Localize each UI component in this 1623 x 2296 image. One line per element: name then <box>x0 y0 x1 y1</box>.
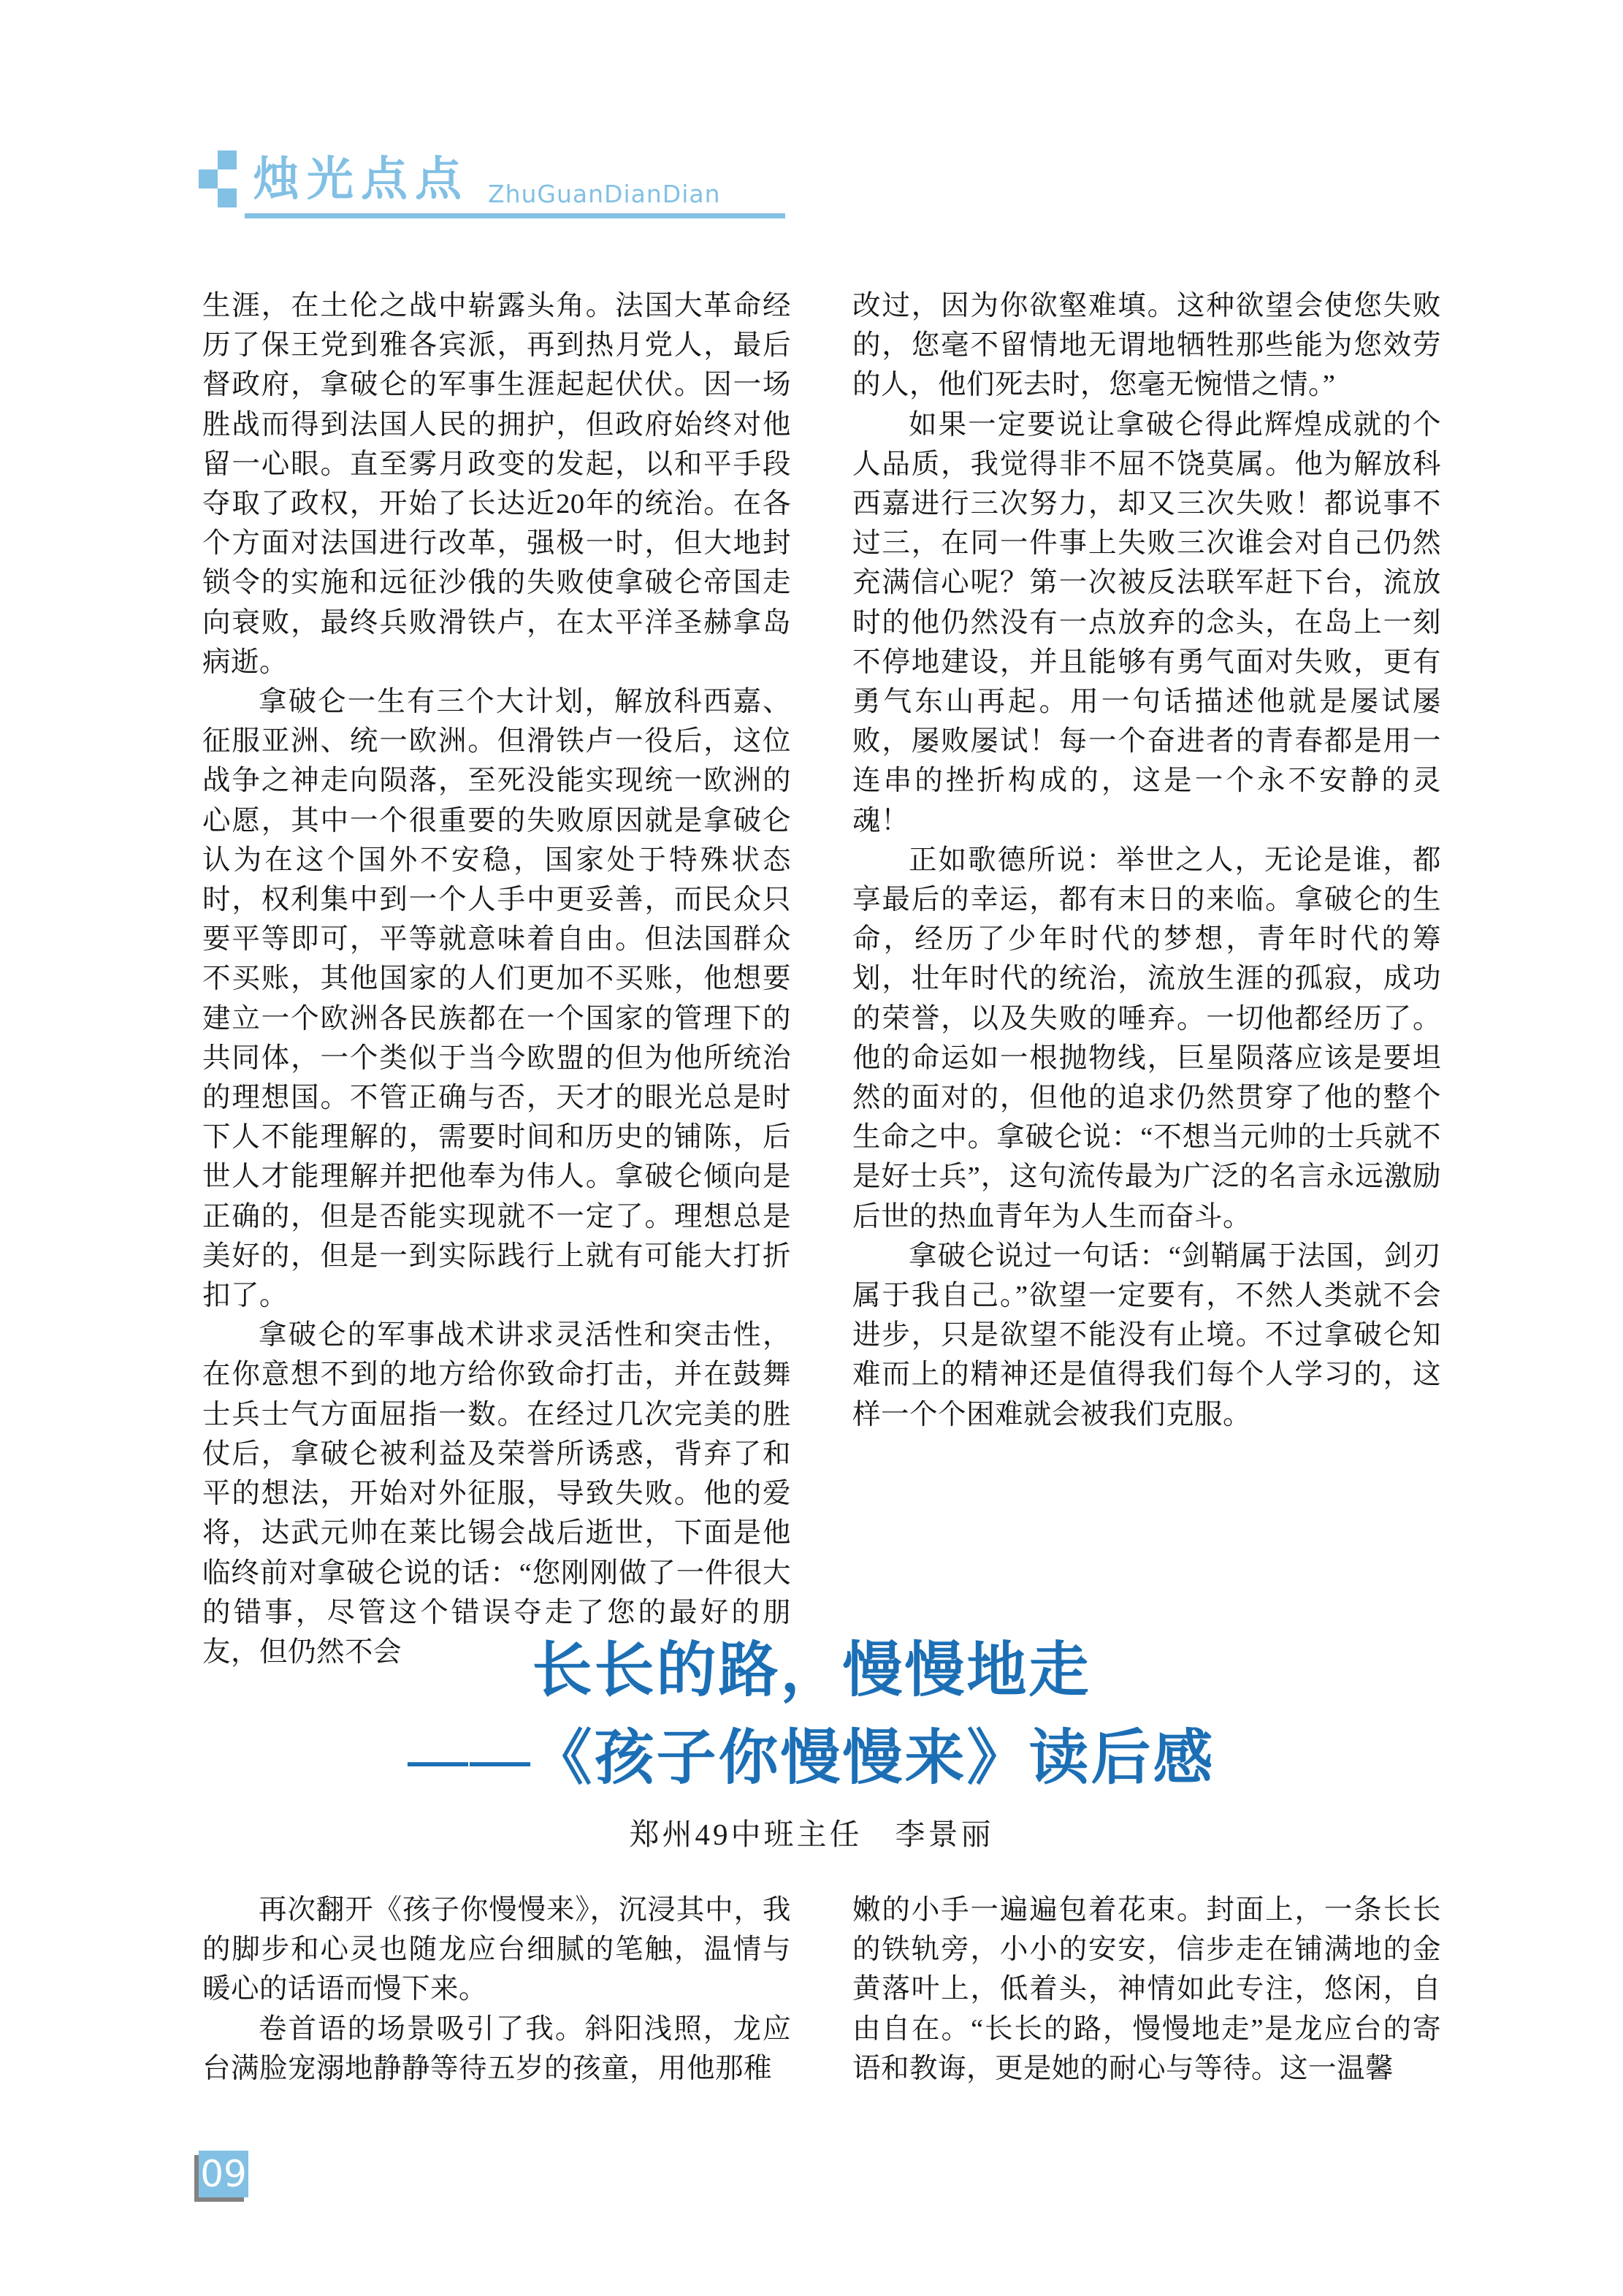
paragraph: 嫩的小手一遍遍包着花束。封面上，一条长长的铁轨旁，小小的安安，信步走在铺满地的金黄落叶上，低着头，神情如此专注，悠闲，自由自在。“长长的路，慢慢地走”是龙应台的寄语和教诲，更是她的耐心与等待。这一温馨 <box>852 1895 1441 2084</box>
paragraph: 卷首语的场景吸引了我。斜阳浅照，龙应台满脸宠溺地静静等待五岁的孩童，用他那稚 <box>202 2013 791 2084</box>
checker-square <box>199 169 218 188</box>
article-subtitle: ——《孩子你慢慢来》读后感 <box>408 1725 1215 1791</box>
napoleon-article-left-column <box>202 286 791 1672</box>
reading-article-right-column <box>852 1891 1441 2089</box>
header-underline <box>245 213 785 218</box>
paragraph: 再次翻开《孩子你慢慢来》，沉浸其中，我的脚步和心灵也随龙应台细腻的笔触，温情与暖心的话语而慢下来。 <box>202 1895 791 2005</box>
paragraph: 生涯，在土伦之战中崭露头角。法国大革命经历了保王党到雅各宾派，再到热月党人，最后督政府，拿破仑的军事生涯起起伏伏。因一场胜战而得到法国人民的拥护，但政府始终对他留一心眼。直至雾月政变的发起，以和平手段夺取了政权，开始了长达近20年的统治。在各个方面对法国进行改革，强极一时，但大地封锁令的实施和远征沙俄的失败使拿破仑帝国走向衰败，最终兵败滑铁卢，在太平洋圣赫拿岛病逝。 <box>202 291 791 678</box>
section-logo-title: 烛光点点 <box>253 153 469 207</box>
article-author: 郑州49中班主任 李景丽 <box>629 1818 994 1851</box>
paragraph: 拿破仑的军事战术讲求灵活性和突击性，在你意想不到的地方给你致命打击，并在鼓舞士兵士气方面屈指一数。在经过几次完美的胜仗后，拿破仑被利益及荣誉所诱惑，背弃了和平的想法，开始对外征服，导致失败。他的爱将，达武元帅在莱比锡会战后逝世，下面是他临终前对拿破仑说的话：“您刚刚做了一件很大的错事，尽管这个错误夺走了您的最好的朋友，但仍然不会 <box>202 1320 791 1668</box>
checker-square <box>218 150 237 169</box>
section-logo-subtitle: ZhuGuanDianDian <box>488 180 721 208</box>
paragraph: 拿破仑说过一句话：“剑鞘属于法国，剑刃属于我自己。”欲望一定要有，不然人类就不会进步，只是欲望不能没有止境。不过拿破仑知难而上的精神还是值得我们每个人学习的，这样一个个困难就会被我们克服。 <box>852 1240 1441 1430</box>
paragraph: 正如歌德所说：举世之人，无论是谁，都享最后的幸运，都有末日的来临。拿破仑的生命，经历了少年时代的梦想，青年时代的筹划，壮年时代的统治，流放生涯的孤寂，成功的荣誉，以及失败的唾弃。一切他都经历了。他的命运如一根抛物线，巨星陨落应该是要坦然的面对的，但他的追求仍然贯穿了他的整个生命之中。拿破仑说：“不想当元帅的士兵就不是好士兵”，这句流传最为广泛的名言永远激励后世的热血青年为人生而奋斗。 <box>852 844 1441 1232</box>
reading-article-left-column <box>202 1891 791 2089</box>
napoleon-article-right-column <box>852 286 1441 1435</box>
page-number-badge: 09 <box>199 2151 248 2197</box>
paragraph: 如果一定要说让拿破仑得此辉煌成就的个人品质，我觉得非不屈不饶莫属。他为解放科西嘉进行三次努力，却又三次失败！都说事不过三，在同一件事上失败三次谁会对自己仍然充满信心呢？第一次被反法联军赶下台，流放时的他仍然没有一点放弃的念头，在岛上一刻不停地建设，并且能够有勇气面对失败，更有勇气东山再起。用一句话描述他就是屡试屡败，屡败屡试！每一个奋进者的青春都是用一连串的挫折构成的，这是一个永不安静的灵魂！ <box>852 409 1441 836</box>
article-title-block <box>0 1628 1623 1856</box>
checker-square <box>218 188 237 207</box>
logo-checker-icon <box>199 150 237 207</box>
paragraph: 改过，因为你欲壑难填。这种欲望会使您失败的，您毫不留情地无谓地牺牲那些能为您效劳的人，他们死去时，您毫无惋惜之情。” <box>852 291 1441 401</box>
article-title: 长长的路，慢慢地走 <box>532 1637 1091 1704</box>
paragraph: 拿破仑一生有三个大计划，解放科西嘉、征服亚洲、统一欧洲。但滑铁卢一役后，这位战争之神走向陨落，至死没能实现统一欧洲的心愿，其中一个很重要的失败原因就是拿破仑认为在这个国外不安稳，国家处于特殊状态时，权利集中到一个人手中更妥善，而民众只要平等即可，平等就意味着自由。但法国群众不买账，其他国家的人们更加不买账，他想要建立一个欧洲各民族都在一个国家的管理下的共同体，一个类似于当今欧盟的但为他所统治的理想国。不管正确与否，天才的眼光总是时下人不能理解的，需要时间和历史的铺陈，后世人才能理解并把他奉为伟人。拿破仑倾向是正确的，但是否能实现就不一定了。理想总是美好的，但是一到实际践行上就有可能大打折扣了。 <box>202 687 791 1312</box>
